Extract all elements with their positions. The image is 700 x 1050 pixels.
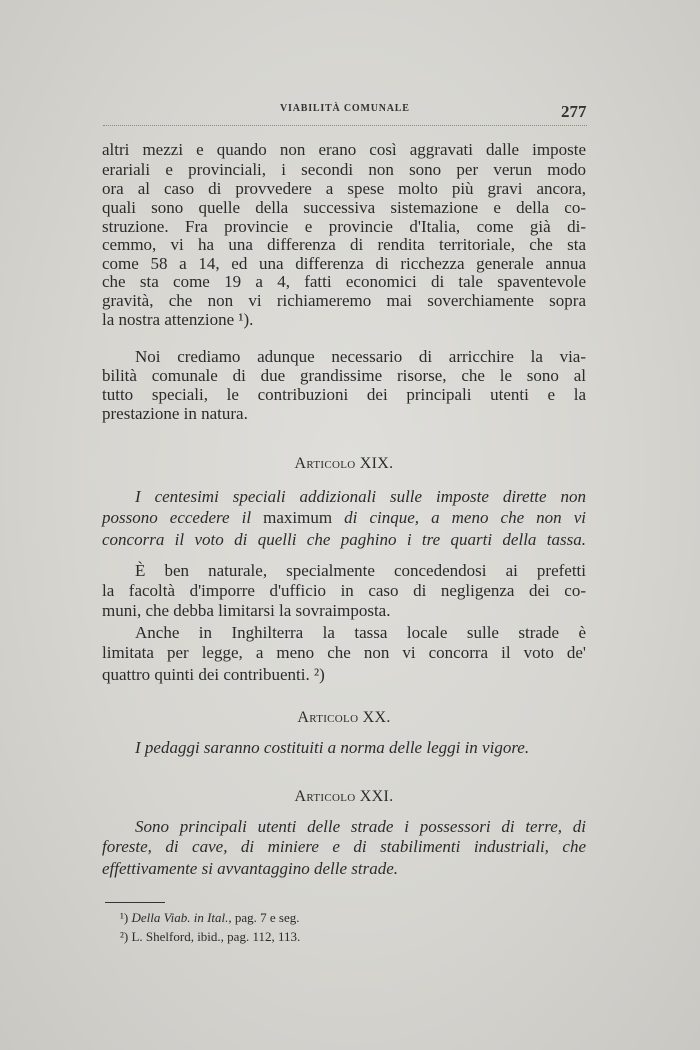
text-line: È ben naturale, specialmente concedendosi ai prefetti [135, 561, 586, 580]
text-line [102, 508, 586, 528]
text-line: concorra il voto di quelli che paghino i tre quarti della tassa. [102, 530, 586, 549]
text-line: Anche in Inghilterra la tassa locale sulle strade è [135, 623, 586, 642]
footnote-text: L. Shelford, ibid., pag. 112, 113. [128, 929, 301, 944]
text-line: effettivamente si avvantaggino delle strade. [102, 859, 399, 878]
text-line: ora al caso di provvedere a spese molto più gravi ancora, [102, 179, 586, 198]
header-rule [103, 125, 587, 126]
text-line: prestazione in natura. [102, 404, 248, 423]
article-21-heading: Articolo XXI. [294, 788, 394, 805]
text-line: limitata per legge, a meno che non vi concorra il voto de' [102, 643, 586, 662]
article-20-heading: Articolo XX. [297, 709, 391, 726]
text-segment-upright: maximum [263, 508, 333, 527]
text-line: struzione. Fra provincie e provincie d'Italia, come già di- [102, 217, 586, 236]
footnote-1 [120, 910, 300, 926]
footnote-rule [105, 902, 165, 903]
running-title: VIABILITÀ COMUNALE [280, 103, 410, 114]
text-line: foreste, di cave, di miniere e di stabilimenti industriali, che [102, 837, 586, 856]
article-20-text: I pedaggi saranno costituiti a norma delle leggi in vigore. [135, 738, 530, 757]
footnote-mark: ²) [120, 929, 129, 944]
text-line: quali sono quelle della successiva sistemazione e della co- [102, 198, 586, 217]
text-line: muni, che debba limitarsi la sovraimposta. [102, 601, 391, 620]
text-line: altri mezzi e quando non erano così aggravati dalle imposte [102, 140, 586, 159]
page-number: 277 [561, 102, 587, 121]
footnote-title: Della Viab. in Ital., [131, 910, 232, 925]
footnote-mark: ¹) [120, 910, 129, 925]
footnote-2 [120, 929, 300, 945]
text-segment: di cinque, a meno che non vi [332, 508, 587, 527]
text-line: Noi crediamo adunque necessario di arricchire la via- [135, 347, 586, 366]
text-line: come 58 a 14, ed una differenza di ricchezza generale annua [102, 254, 586, 273]
text-line: Sono principali utenti delle strade i possessori di terre, di [135, 817, 586, 836]
text-line: tutto speciali, le contribuzioni dei principali utenti e la [102, 385, 586, 404]
text-line: bilità comunale di due grandissime risorse, che le sono al [102, 366, 586, 385]
text-line: la nostra attenzione ¹). [102, 310, 254, 329]
text-segment: possono eccedere il [102, 508, 264, 527]
article-19-heading: Articolo XIX. [294, 455, 394, 472]
text-line: cemmo, vi ha una differenza di rendita territoriale, che sta [102, 235, 586, 254]
text-line: I centesimi speciali addizionali sulle imposte dirette non [135, 487, 586, 506]
text-line: gravità, che non vi richiameremo mai soverchiamente sopra [102, 291, 586, 310]
text-line: quattro quinti dei contribuenti. ²) [102, 665, 325, 684]
text-line: erariali e provinciali, i secondi non sono per verun modo [102, 160, 586, 179]
footnote-text: pag. 7 e seg. [231, 910, 300, 925]
text-line: la facoltà d'imporre d'ufficio in caso di negligenza dei co- [102, 581, 586, 600]
text-line: che sta come 19 a 4, fatti economici di tale spaventevole [102, 272, 586, 291]
